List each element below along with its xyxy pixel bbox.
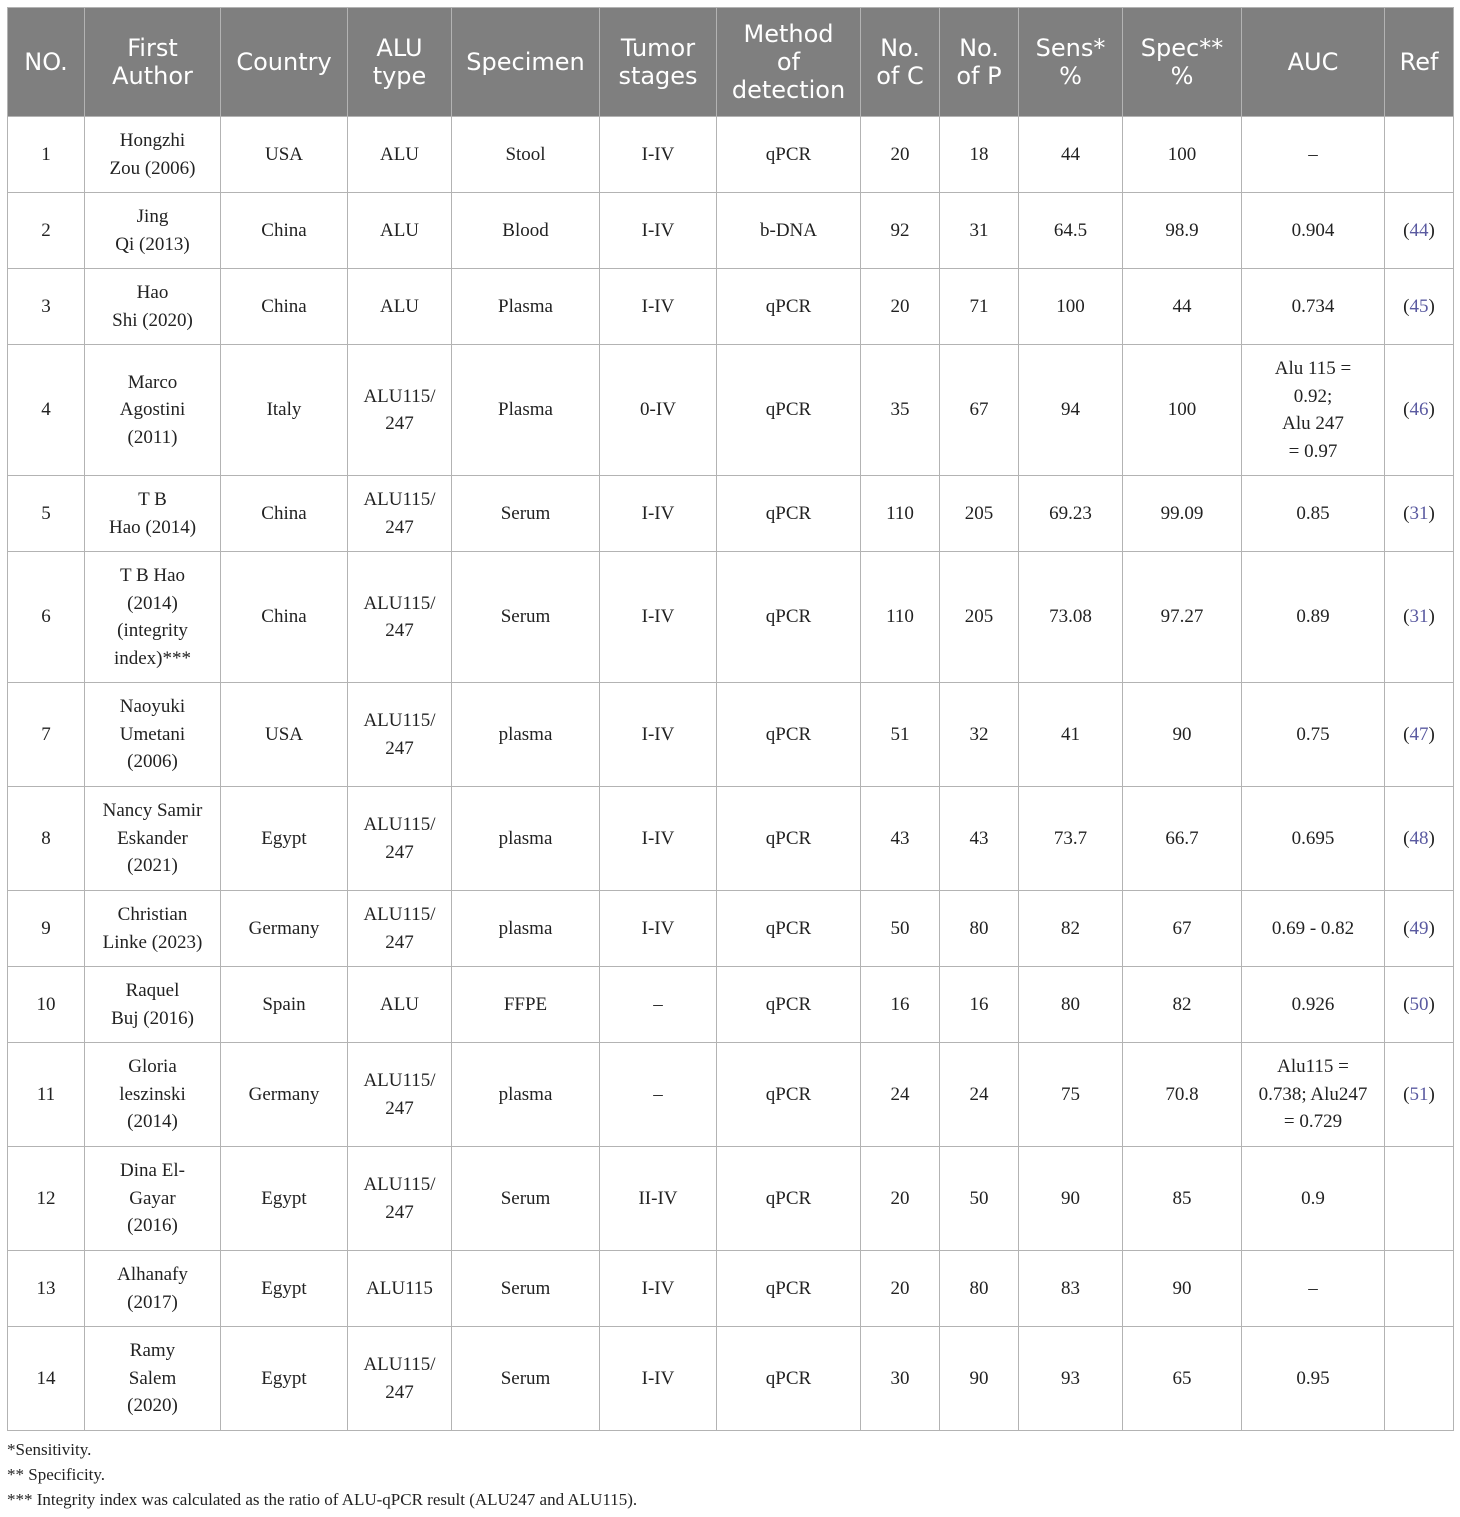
cell-alu-type: ALU115/ 247 <box>348 1043 452 1147</box>
cell-first-author: Gloria leszinski (2014) <box>85 1043 221 1147</box>
cell-auc: 0.69 - 0.82 <box>1242 891 1385 967</box>
cell-auc: 0.926 <box>1242 967 1385 1043</box>
cell-alu-type: ALU115/ 247 <box>348 345 452 476</box>
ref-link[interactable]: (31) <box>1385 476 1454 552</box>
cell-no: 3 <box>8 269 85 345</box>
cell-tumor-stages: I-IV <box>600 193 717 269</box>
cell-specificity: 100 <box>1123 117 1242 193</box>
header-row <box>8 8 1454 117</box>
cell-specimen: FFPE <box>452 967 600 1043</box>
cell-ref <box>1385 1147 1454 1251</box>
cell-no-of-c: 51 <box>861 683 940 787</box>
table-row <box>8 1147 1454 1251</box>
ref-link[interactable]: (47) <box>1385 683 1454 787</box>
cell-tumor-stages: I-IV <box>600 269 717 345</box>
cell-no-of-p: 205 <box>940 476 1019 552</box>
cell-specificity: 90 <box>1123 683 1242 787</box>
cell-auc: 0.89 <box>1242 552 1385 683</box>
col-header-no: NO. <box>8 8 85 117</box>
cell-specificity: 100 <box>1123 345 1242 476</box>
cell-alu-type: ALU115 <box>348 1251 452 1327</box>
cell-no-of-p: 90 <box>940 1327 1019 1431</box>
col-header-specificity: Spec** % <box>1123 8 1242 117</box>
cell-no-of-c: 110 <box>861 476 940 552</box>
cell-ref <box>1385 117 1454 193</box>
cell-specimen: Serum <box>452 1251 600 1327</box>
cell-no-of-p: 205 <box>940 552 1019 683</box>
cell-specificity: 65 <box>1123 1327 1242 1431</box>
cell-no-of-c: 110 <box>861 552 940 683</box>
cell-tumor-stages: I-IV <box>600 683 717 787</box>
cell-tumor-stages: – <box>600 1043 717 1147</box>
cell-sensitivity: 64.5 <box>1019 193 1123 269</box>
cell-country: Italy <box>221 345 348 476</box>
cell-sensitivity: 82 <box>1019 891 1123 967</box>
cell-no-of-p: 50 <box>940 1147 1019 1251</box>
cell-auc: 0.904 <box>1242 193 1385 269</box>
cell-auc: 0.95 <box>1242 1327 1385 1431</box>
cell-no: 9 <box>8 891 85 967</box>
cell-alu-type: ALU115/ 247 <box>348 1147 452 1251</box>
cell-method: qPCR <box>717 1147 861 1251</box>
cell-country: China <box>221 476 348 552</box>
table-row <box>8 683 1454 787</box>
col-header-auc: AUC <box>1242 8 1385 117</box>
cell-specimen: Serum <box>452 476 600 552</box>
cell-first-author: Alhanafy (2017) <box>85 1251 221 1327</box>
cell-method: qPCR <box>717 683 861 787</box>
cell-country: Egypt <box>221 787 348 891</box>
cell-method: qPCR <box>717 117 861 193</box>
cell-sensitivity: 73.08 <box>1019 552 1123 683</box>
table-row <box>8 552 1454 683</box>
cell-no-of-p: 43 <box>940 787 1019 891</box>
cell-auc: – <box>1242 117 1385 193</box>
cell-no-of-p: 18 <box>940 117 1019 193</box>
col-header-method: Method of detection <box>717 8 861 117</box>
cell-specimen: Serum <box>452 1147 600 1251</box>
cell-no-of-p: 16 <box>940 967 1019 1043</box>
cell-no-of-c: 24 <box>861 1043 940 1147</box>
cell-no: 1 <box>8 117 85 193</box>
cell-no-of-p: 80 <box>940 1251 1019 1327</box>
cell-specimen: plasma <box>452 891 600 967</box>
cell-no: 5 <box>8 476 85 552</box>
col-header-sensitivity: Sens* % <box>1019 8 1123 117</box>
cell-alu-type: ALU115/ 247 <box>348 1327 452 1431</box>
cell-no: 10 <box>8 967 85 1043</box>
cell-no-of-c: 20 <box>861 269 940 345</box>
cell-country: China <box>221 193 348 269</box>
table-row <box>8 787 1454 891</box>
cell-country: Egypt <box>221 1147 348 1251</box>
cell-specificity: 97.27 <box>1123 552 1242 683</box>
cell-tumor-stages: I-IV <box>600 787 717 891</box>
cell-sensitivity: 69.23 <box>1019 476 1123 552</box>
table-row <box>8 193 1454 269</box>
cell-country: Spain <box>221 967 348 1043</box>
ref-link[interactable]: (48) <box>1385 787 1454 891</box>
cell-specificity: 66.7 <box>1123 787 1242 891</box>
cell-tumor-stages: – <box>600 967 717 1043</box>
cell-method: qPCR <box>717 1327 861 1431</box>
cell-no: 7 <box>8 683 85 787</box>
cell-no-of-p: 24 <box>940 1043 1019 1147</box>
cell-first-author: T B Hao (2014) <box>85 476 221 552</box>
ref-link[interactable]: (50) <box>1385 967 1454 1043</box>
cell-first-author: Jing Qi (2013) <box>85 193 221 269</box>
cell-specimen: Plasma <box>452 269 600 345</box>
ref-link[interactable]: (51) <box>1385 1043 1454 1147</box>
cell-first-author: Christian Linke (2023) <box>85 891 221 967</box>
cell-specificity: 82 <box>1123 967 1242 1043</box>
cell-tumor-stages: I-IV <box>600 1327 717 1431</box>
cell-tumor-stages: I-IV <box>600 891 717 967</box>
cell-no-of-p: 67 <box>940 345 1019 476</box>
cell-no-of-c: 20 <box>861 1251 940 1327</box>
cell-no: 14 <box>8 1327 85 1431</box>
cell-tumor-stages: I-IV <box>600 1251 717 1327</box>
cell-auc: Alu115 = 0.738; Alu247 = 0.729 <box>1242 1043 1385 1147</box>
cell-first-author: Marco Agostini (2011) <box>85 345 221 476</box>
cell-sensitivity: 44 <box>1019 117 1123 193</box>
ref-link[interactable]: (44) <box>1385 193 1454 269</box>
cell-specimen: Serum <box>452 1327 600 1431</box>
cell-specimen: plasma <box>452 1043 600 1147</box>
cell-no-of-p: 80 <box>940 891 1019 967</box>
cell-country: China <box>221 552 348 683</box>
cell-tumor-stages: I-IV <box>600 552 717 683</box>
cell-country: China <box>221 269 348 345</box>
ref-link[interactable]: (46) <box>1385 345 1454 476</box>
table-row <box>8 117 1454 193</box>
cell-no-of-c: 20 <box>861 1147 940 1251</box>
cell-ref <box>1385 1327 1454 1431</box>
cell-sensitivity: 80 <box>1019 967 1123 1043</box>
cell-alu-type: ALU115/ 247 <box>348 787 452 891</box>
footnote-specificity: ** Specificity. <box>7 1465 106 1484</box>
cell-country: Germany <box>221 1043 348 1147</box>
cell-no-of-p: 31 <box>940 193 1019 269</box>
cell-country: Egypt <box>221 1327 348 1431</box>
cell-first-author: T B Hao (2014) (integrity index)*** <box>85 552 221 683</box>
cell-specificity: 44 <box>1123 269 1242 345</box>
cell-no: 4 <box>8 345 85 476</box>
cell-no-of-c: 20 <box>861 117 940 193</box>
cell-first-author: Nancy Samir Eskander (2021) <box>85 787 221 891</box>
cell-method: qPCR <box>717 787 861 891</box>
cell-sensitivity: 73.7 <box>1019 787 1123 891</box>
alu-studies-table <box>7 7 1454 1431</box>
cell-tumor-stages: I-IV <box>600 476 717 552</box>
cell-method: b-DNA <box>717 193 861 269</box>
cell-country: USA <box>221 683 348 787</box>
cell-country: USA <box>221 117 348 193</box>
cell-first-author: Ramy Salem (2020) <box>85 1327 221 1431</box>
cell-sensitivity: 94 <box>1019 345 1123 476</box>
cell-sensitivity: 90 <box>1019 1147 1123 1251</box>
cell-country: Egypt <box>221 1251 348 1327</box>
cell-method: qPCR <box>717 967 861 1043</box>
cell-sensitivity: 100 <box>1019 269 1123 345</box>
cell-no-of-c: 92 <box>861 193 940 269</box>
cell-method: qPCR <box>717 345 861 476</box>
footnote-integrity-index: *** Integrity index was calculated as the ratio of ALU-qPCR result (ALU247 and ALU115). <box>7 1490 638 1509</box>
table-row <box>8 476 1454 552</box>
cell-method: qPCR <box>717 476 861 552</box>
cell-country: Germany <box>221 891 348 967</box>
cell-first-author: Dina El- Gayar (2016) <box>85 1147 221 1251</box>
col-header-tumor-stages: Tumor stages <box>600 8 717 117</box>
cell-alu-type: ALU <box>348 269 452 345</box>
study-table-wrapper <box>7 7 1453 1431</box>
footnote-sensitivity: *Sensitivity. <box>7 1440 92 1459</box>
cell-specificity: 98.9 <box>1123 193 1242 269</box>
cell-first-author: Hao Shi (2020) <box>85 269 221 345</box>
table-row <box>8 345 1454 476</box>
cell-tumor-stages: II-IV <box>600 1147 717 1251</box>
cell-first-author: Naoyuki Umetani (2006) <box>85 683 221 787</box>
col-header-country: Country <box>221 8 348 117</box>
cell-no: 12 <box>8 1147 85 1251</box>
cell-alu-type: ALU115/ 247 <box>348 683 452 787</box>
cell-tumor-stages: 0-IV <box>600 345 717 476</box>
cell-specimen: Serum <box>452 552 600 683</box>
cell-auc: 0.75 <box>1242 683 1385 787</box>
col-header-ref: Ref <box>1385 8 1454 117</box>
table-row <box>8 891 1454 967</box>
cell-no-of-c: 35 <box>861 345 940 476</box>
cell-no-of-c: 30 <box>861 1327 940 1431</box>
cell-sensitivity: 93 <box>1019 1327 1123 1431</box>
cell-sensitivity: 75 <box>1019 1043 1123 1147</box>
cell-first-author: Raquel Buj (2016) <box>85 967 221 1043</box>
cell-no: 6 <box>8 552 85 683</box>
cell-method: qPCR <box>717 1043 861 1147</box>
cell-specificity: 67 <box>1123 891 1242 967</box>
cell-method: qPCR <box>717 1251 861 1327</box>
cell-ref <box>1385 1251 1454 1327</box>
cell-specificity: 85 <box>1123 1147 1242 1251</box>
cell-specimen: plasma <box>452 787 600 891</box>
cell-first-author: Hongzhi Zou (2006) <box>85 117 221 193</box>
cell-specimen: Blood <box>452 193 600 269</box>
cell-no: 8 <box>8 787 85 891</box>
cell-method: qPCR <box>717 552 861 683</box>
cell-no-of-c: 43 <box>861 787 940 891</box>
cell-alu-type: ALU <box>348 117 452 193</box>
cell-specimen: Plasma <box>452 345 600 476</box>
cell-sensitivity: 83 <box>1019 1251 1123 1327</box>
cell-no: 2 <box>8 193 85 269</box>
col-header-alu-type: ALU type <box>348 8 452 117</box>
col-header-no-of-c: No. of C <box>861 8 940 117</box>
cell-no-of-p: 71 <box>940 269 1019 345</box>
cell-method: qPCR <box>717 891 861 967</box>
cell-auc: Alu 115 = 0.92; Alu 247 = 0.97 <box>1242 345 1385 476</box>
col-header-first-author: First Author <box>85 8 221 117</box>
ref-link[interactable]: (31) <box>1385 552 1454 683</box>
table-row <box>8 269 1454 345</box>
cell-specificity: 99.09 <box>1123 476 1242 552</box>
table-row <box>8 1043 1454 1147</box>
cell-specimen: Stool <box>452 117 600 193</box>
table-row <box>8 1251 1454 1327</box>
col-header-no-of-p: No. of P <box>940 8 1019 117</box>
cell-auc: 0.734 <box>1242 269 1385 345</box>
cell-alu-type: ALU115/ 247 <box>348 552 452 683</box>
col-header-specimen: Specimen <box>452 8 600 117</box>
table-row <box>8 967 1454 1043</box>
table-row <box>8 1327 1454 1431</box>
cell-no: 11 <box>8 1043 85 1147</box>
cell-auc: 0.9 <box>1242 1147 1385 1251</box>
cell-no-of-c: 50 <box>861 891 940 967</box>
cell-sensitivity: 41 <box>1019 683 1123 787</box>
cell-auc: 0.695 <box>1242 787 1385 891</box>
cell-no-of-c: 16 <box>861 967 940 1043</box>
cell-tumor-stages: I-IV <box>600 117 717 193</box>
ref-link[interactable]: (49) <box>1385 891 1454 967</box>
cell-alu-type: ALU <box>348 193 452 269</box>
cell-no: 13 <box>8 1251 85 1327</box>
ref-link[interactable]: (45) <box>1385 269 1454 345</box>
cell-alu-type: ALU <box>348 967 452 1043</box>
cell-no-of-p: 32 <box>940 683 1019 787</box>
cell-auc: – <box>1242 1251 1385 1327</box>
cell-alu-type: ALU115/ 247 <box>348 891 452 967</box>
cell-alu-type: ALU115/ 247 <box>348 476 452 552</box>
table-footnotes <box>7 1437 637 1512</box>
cell-method: qPCR <box>717 269 861 345</box>
cell-specificity: 90 <box>1123 1251 1242 1327</box>
cell-auc: 0.85 <box>1242 476 1385 552</box>
cell-specimen: plasma <box>452 683 600 787</box>
cell-specificity: 70.8 <box>1123 1043 1242 1147</box>
